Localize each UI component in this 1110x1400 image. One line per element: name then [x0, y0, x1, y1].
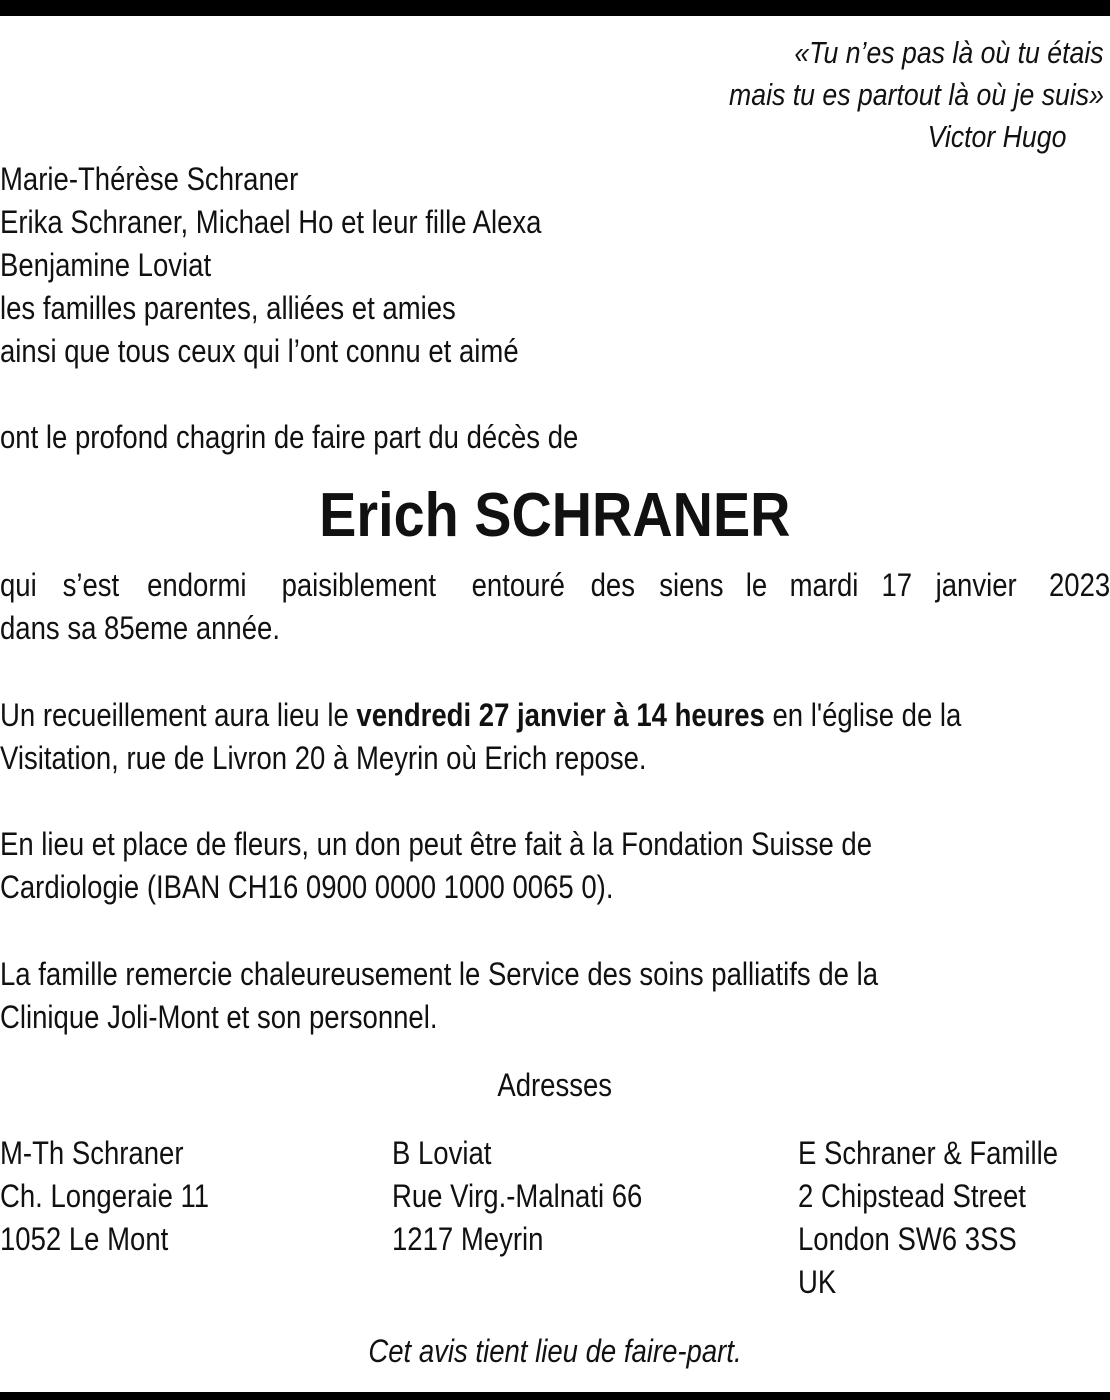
passing-word: mardi — [789, 567, 859, 603]
address-line: E Schraner & Famille — [798, 1135, 1059, 1171]
donation-line-1: En lieu et place de fleurs, un don peut être fait à la Fondation Suisse de — [0, 826, 873, 862]
ceremony-line-1 — [0, 694, 961, 737]
footer-note — [0, 1330, 1110, 1373]
passing-word: janvier — [936, 567, 1018, 603]
announcement — [0, 416, 672, 459]
ceremony-line-2: Visitation, rue de Livron 20 à Meyrin où Erich repose. — [0, 740, 647, 776]
passing-word: entouré — [471, 567, 565, 603]
mourner-line: Marie-Thérèse Schraner — [0, 161, 299, 197]
address-block-2 — [392, 1132, 683, 1261]
address-line: M-Th Schraner — [0, 1135, 184, 1171]
quote-line-1: «Tu n’es pas là où tu étais — [794, 35, 1104, 70]
ceremony-paragraph — [0, 694, 1110, 780]
passing-word: des — [591, 567, 636, 603]
passing-word: le — [745, 567, 767, 603]
passing-paragraph — [0, 564, 1110, 650]
passing-word: 17 — [881, 567, 912, 603]
top-border — [0, 0, 1110, 16]
ceremony-text-before: Un recueillement aura lieu le — [0, 697, 357, 733]
deceased-name-text: Erich SCHRANER — [319, 481, 791, 550]
passing-word: s’est — [62, 567, 119, 603]
address-line: 2 Chipstead Street — [798, 1178, 1026, 1214]
donation-line-2: Cardiologie (IBAN CH16 0900 0000 1000 0065 0). — [0, 869, 614, 905]
quote-author: Victor Hugo — [927, 119, 1066, 154]
thanks-line-2: Clinique Joli-Mont et son personnel. — [0, 999, 438, 1035]
address-line: Ch. Longeraie 11 — [0, 1178, 210, 1214]
address-block-1 — [0, 1132, 243, 1261]
address-line: B Loviat — [392, 1135, 492, 1171]
donation-paragraph — [0, 823, 1110, 909]
address-block-3 — [798, 1132, 1100, 1304]
mourner-line: Erika Schraner, Michael Ho et leur fille Alexa — [0, 204, 542, 240]
passing-word: paisiblement — [281, 567, 437, 603]
address-line: 1217 Meyrin — [392, 1221, 544, 1257]
passing-word: endormi — [146, 567, 247, 603]
address-line: Rue Virg.-Malnati 66 — [392, 1178, 643, 1214]
bottom-border — [0, 1392, 1110, 1400]
quote-line-2: mais tu es partout là où je suis» — [729, 77, 1104, 112]
address-line: UK — [798, 1264, 837, 1300]
mourners-list — [0, 158, 630, 373]
ceremony-text-after: en l'église de la — [764, 697, 962, 733]
announcement-text: ont le profond chagrin de faire part du décès de — [0, 419, 579, 455]
passing-line-1 — [0, 564, 1110, 607]
address-line: London SW6 3SS — [798, 1221, 1017, 1257]
address-line: 1052 Le Mont — [0, 1221, 169, 1257]
mourner-line: ainsi que tous ceux qui l’ont connu et aimé — [0, 333, 519, 369]
ceremony-date-time: vendredi 27 janvier à 14 heures — [356, 697, 765, 733]
mourner-line: Benjamine Loviat — [0, 247, 212, 283]
thanks-line-1: La famille remercie chaleureusement le Service des soins palliatifs de la — [0, 956, 879, 992]
thanks-paragraph — [0, 953, 1110, 1039]
passing-word: 2023 — [1048, 567, 1110, 603]
addresses-heading-text: Adresses — [497, 1067, 613, 1103]
passing-word: siens — [659, 567, 724, 603]
epigraph-quote — [668, 32, 1104, 158]
passing-line-2: dans sa 85eme année. — [0, 610, 280, 646]
footer-note-text: Cet avis tient lieu de faire-part. — [368, 1333, 742, 1369]
passing-word: qui — [0, 567, 37, 603]
addresses-heading — [0, 1064, 1110, 1107]
deceased-name — [0, 476, 1110, 556]
mourner-line: les familles parentes, alliées et amies — [0, 290, 456, 326]
